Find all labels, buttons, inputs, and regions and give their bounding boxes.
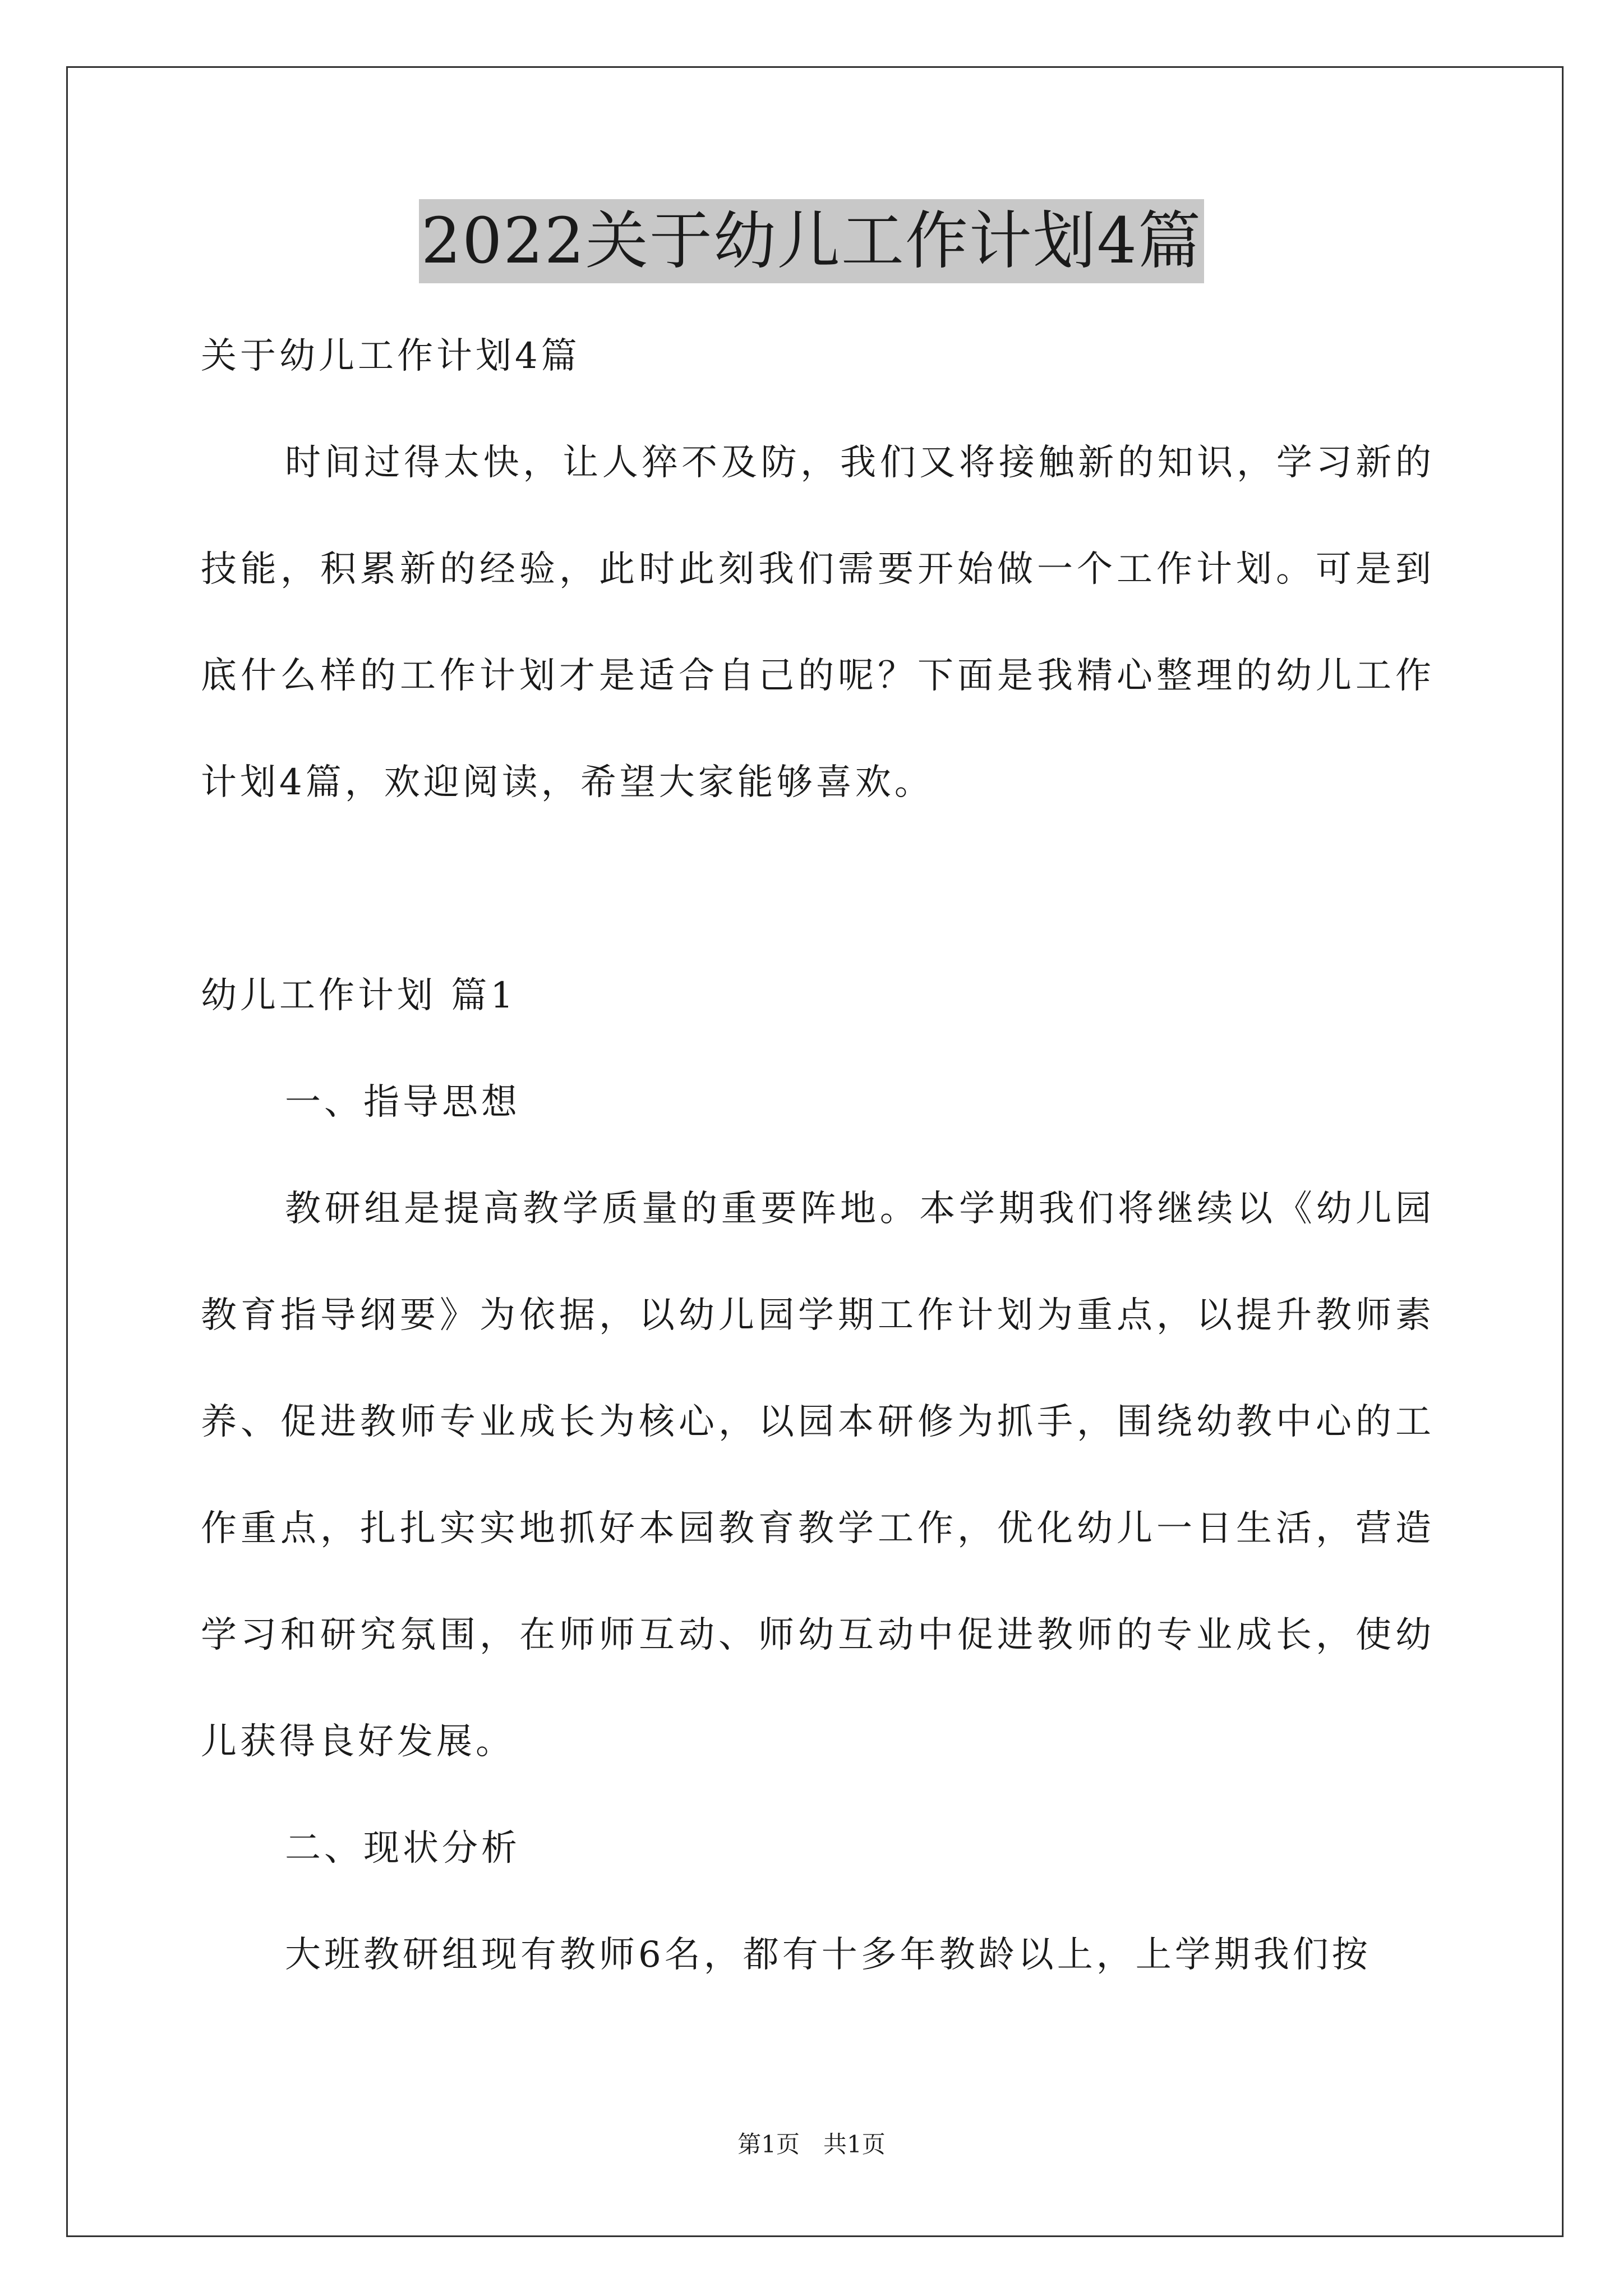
heading-status-analysis: 二、现状分析	[285, 1828, 520, 1869]
document-body	[201, 303, 1435, 2008]
paragraph-status-analysis: 大班教研组现有教师6名，都有十多年教龄以上，上学期我们按	[285, 1934, 1371, 1976]
section-heading: 幼儿工作计划 篇1	[201, 975, 517, 1016]
page-footer: 第1页 共1页	[737, 2131, 886, 2158]
document-title: 2022关于幼儿工作计划4篇	[419, 199, 1204, 283]
heading-guiding-thought: 一、指导思想	[285, 1082, 520, 1123]
intro-paragraph: 时间过得太快，让人猝不及防，我们又将接触新的知识，学习新的技能，积累新的经验，此时此刻我们需要开始做一个工作计划。可是到底什么样的工作计划才是适合自己的呢？下面是我精心整理的幼儿工作计划4篇，欢迎阅读，希望大家能够喜欢。	[201, 442, 1435, 803]
title-container	[0, 199, 1623, 283]
paragraph-guiding-thought: 教研组是提高教学质量的重要阵地。本学期我们将继续以《幼儿园教育指导纲要》为依据，以幼儿园学期工作计划为重点，以提升教师素养、促进教师专业成长为核心，以园本研修为抓手，围绕幼教中心的工作重点，扎扎实实地抓好本园教育教学工作，优化幼儿一日生活，营造学习和研究氛围，在师师互动、师幼互动中促进教师的专业成长，使幼儿获得良好发展。	[201, 1188, 1435, 1763]
document-subtitle: 关于幼儿工作计划4篇	[201, 335, 580, 377]
